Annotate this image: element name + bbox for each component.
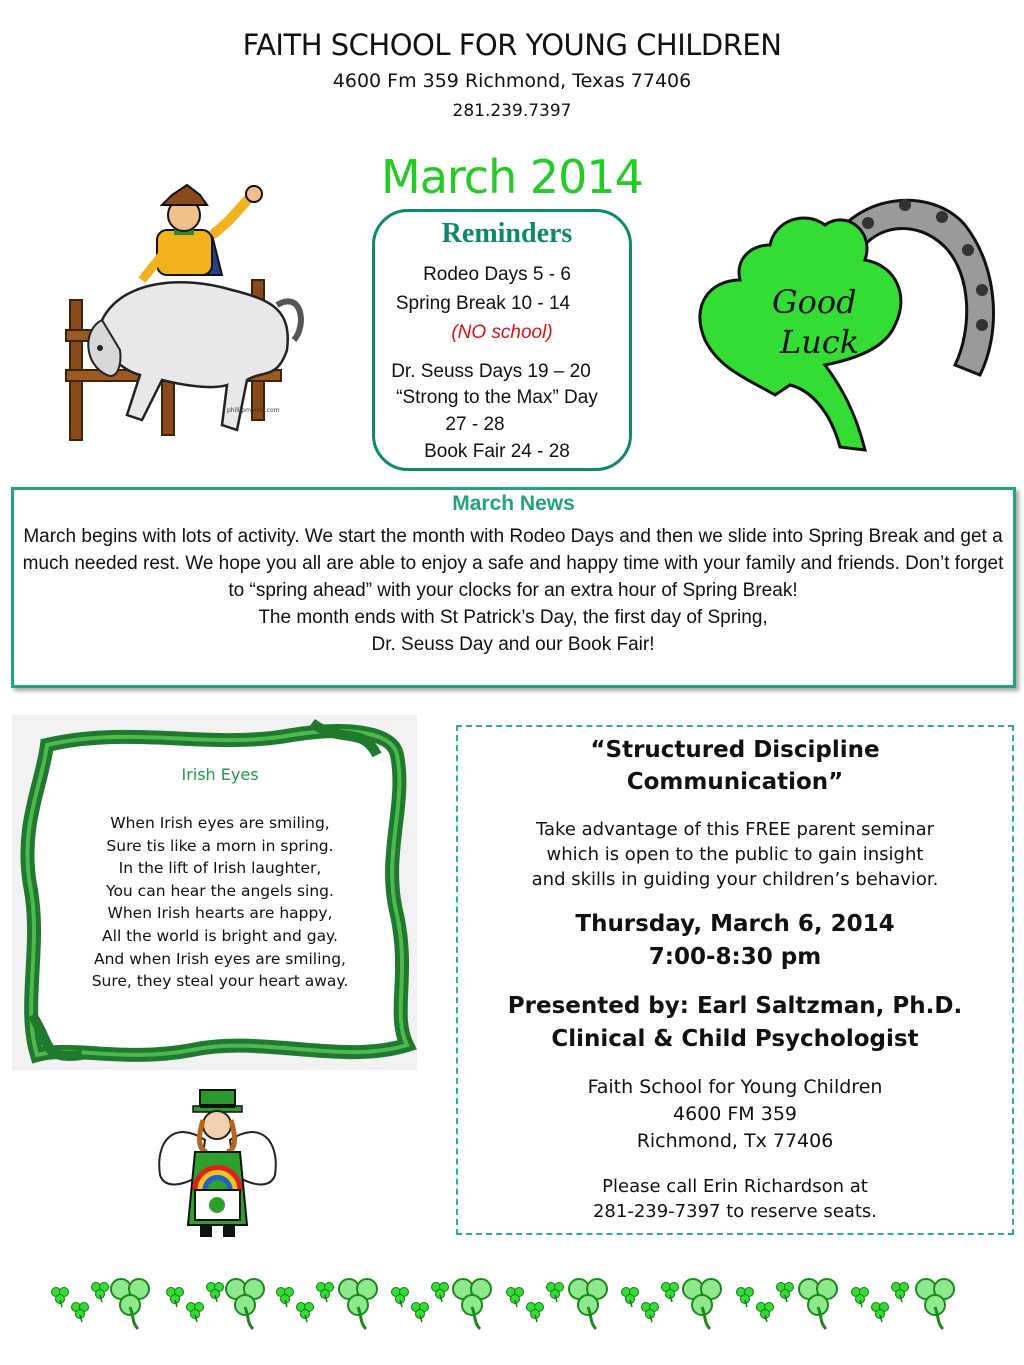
poem-line: Sure tis like a morn in spring. — [106, 836, 334, 855]
leprechaun-angel-illustration — [155, 1080, 280, 1250]
seminar-desc-line-3: and skills in guiding your children’s behavior. — [531, 869, 939, 890]
reminder-no-school: (NO school) — [451, 322, 553, 343]
school-phone: 281.239.7397 — [452, 101, 572, 121]
school-name: FAITH SCHOOL FOR YOUNG CHILDREN — [242, 28, 782, 62]
news-paragraph: March begins with lots of activity. We start the month with Rodeo Days and then we slide into Spring Break and get a much needed rest. We hope you all are able to enjoy a safe and happy time with your family and friends. Don’t forget to “spring ahead” with your clocks for an extra hour of Spring Break! — [22, 526, 1004, 601]
reminder-strong-max-dates: 27 - 28 — [445, 414, 505, 435]
poem-line: All the world is bright and gay. — [102, 926, 338, 945]
school-address: 4600 Fm 359 Richmond, Texas 77406 — [332, 70, 692, 92]
seminar-desc-line-2: which is open to the public to gain insight — [546, 844, 924, 865]
seminar-venue-line-3: Richmond, Tx 77406 — [636, 1130, 834, 1152]
reminder-book-fair: Book Fair 24 - 28 — [424, 441, 570, 462]
reminder-rodeo-days: Rodeo Days 5 - 6 — [423, 264, 571, 285]
horseshoe-shamrock-illustration — [680, 185, 1010, 460]
seminar-venue-line-2: 4600 FM 359 — [672, 1103, 798, 1125]
news-line-3: Dr. Seuss Day and our Book Fair! — [371, 634, 655, 655]
rodeo-cowboy-illustration — [62, 180, 312, 460]
poem-line: In the lift of Irish laughter, — [118, 859, 322, 878]
seminar-presenter: Presented by: Earl Saltzman, Ph.D. — [507, 993, 963, 1019]
shamrock-border — [40, 1265, 990, 1345]
news-line-2: The month ends with St Patrick’s Day, the first day of Spring, — [258, 607, 768, 628]
poem-title: Irish Eyes — [181, 765, 259, 784]
month-title: March 2014 — [381, 150, 643, 204]
seminar-call-line-1: Please call Erin Richardson at — [602, 1176, 868, 1197]
seminar-venue-line-1: Faith School for Young Children — [587, 1076, 883, 1098]
good-luck-text-1: Good — [772, 283, 857, 321]
reminder-seuss-days: Dr. Seuss Days 19 – 20 — [391, 361, 591, 382]
poem-lines — [60, 812, 380, 993]
seminar-call-line-2: 281-239-7397 to reserve seats. — [592, 1201, 878, 1222]
reminder-strong-max: “Strong to the Max” Day — [396, 387, 598, 408]
news-body — [20, 523, 1006, 658]
seminar-title-line-2: Communication” — [626, 769, 844, 795]
svg-text:phillipmartin.com: phillipmartin.com — [227, 407, 280, 414]
seminar-desc-line-1: Take advantage of this FREE parent seminar — [536, 819, 934, 840]
poem-line: And when Irish eyes are smiling, — [94, 949, 346, 968]
poem-line: When Irish eyes are smiling, — [110, 814, 330, 832]
seminar-time: 7:00-8:30 pm — [648, 944, 822, 970]
poem-line: Sure, they steal your heart away. — [91, 972, 349, 991]
poem-line: You can hear the angels sing. — [106, 881, 334, 900]
poem-line: When Irish hearts are happy, — [107, 904, 333, 923]
seminar-date: Thursday, March 6, 2014 — [575, 911, 895, 937]
seminar-box — [456, 725, 1014, 1235]
good-luck-text-2: Luck — [780, 323, 860, 361]
reminder-spring-break: Spring Break 10 - 14 — [395, 293, 571, 314]
seminar-presenter-title: Clinical & Child Psychologist — [551, 1026, 919, 1052]
news-title: March News — [452, 492, 575, 515]
seminar-title-line-1: “Structured Discipline — [590, 737, 880, 763]
reminders-title: Reminders — [441, 218, 573, 249]
